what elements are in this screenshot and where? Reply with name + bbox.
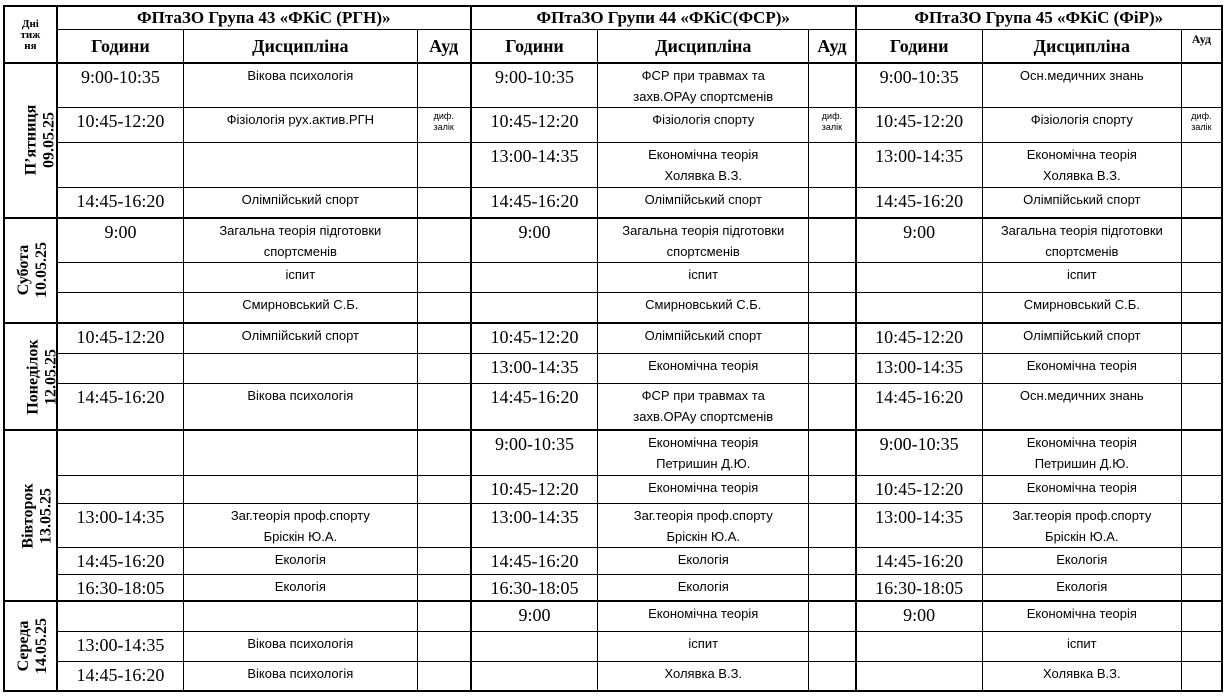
room-cell-g45 xyxy=(1181,475,1222,503)
time-cell-g44: 10:45-12:20 xyxy=(471,108,598,143)
room-cell-g44 xyxy=(809,383,856,430)
aud-header-g45: Ауд xyxy=(1181,30,1222,64)
discipline-cell-g45: Смирновський С.Б. xyxy=(982,292,1181,323)
discipline-cell-g45: Екологія xyxy=(982,547,1181,574)
time-cell-g44 xyxy=(471,631,598,661)
discipline-cell-g45: Холявка В.З. xyxy=(982,661,1181,691)
discipline-cell-g44: Економічна теорія xyxy=(598,475,809,503)
time-cell-g43: 10:45-12:20 xyxy=(57,323,184,353)
time-cell-g44: 10:45-12:20 xyxy=(471,323,598,353)
room-cell-g45 xyxy=(1181,218,1222,263)
time-cell-g43 xyxy=(57,475,184,503)
discipline-cell-g43: Олімпійський спорт xyxy=(184,323,417,353)
discipline-cell-g43: Екологія xyxy=(184,574,417,601)
discipline-cell-g45: іспит xyxy=(982,631,1181,661)
schedule-row xyxy=(4,188,1222,218)
day-label-cell xyxy=(4,601,57,691)
schedule-row xyxy=(4,547,1222,574)
discipline-cell-g43: Вікова психологія xyxy=(184,631,417,661)
schedule-row xyxy=(4,323,1222,353)
schedule-row xyxy=(4,218,1222,263)
room-cell-g45 xyxy=(1181,430,1222,475)
time-cell-g45: 10:45-12:20 xyxy=(856,475,983,503)
day-label-cell xyxy=(4,430,57,601)
discipline-cell-g43 xyxy=(184,143,417,188)
discipline-cell-g45: Економічна теорія Петришин Д.Ю. xyxy=(982,430,1181,475)
time-cell-g45: 14:45-16:20 xyxy=(856,188,983,218)
discipline-cell-g45: Економічна теорія xyxy=(982,475,1181,503)
hours-header-g43: Години xyxy=(57,30,184,64)
time-cell-g45 xyxy=(856,661,983,691)
room-cell-g44 xyxy=(809,430,856,475)
time-cell-g45: 10:45-12:20 xyxy=(856,323,983,353)
day-label-cell xyxy=(4,323,60,430)
discipline-cell-g45: Фізіологія спорту xyxy=(982,108,1181,143)
discipline-cell-g44: іспит xyxy=(598,631,809,661)
discipline-header-g43: Дисципліна xyxy=(184,30,417,64)
discipline-header-g44: Дисципліна xyxy=(598,30,809,64)
room-cell-g44 xyxy=(809,601,856,631)
time-cell-g44: 14:45-16:20 xyxy=(471,547,598,574)
time-cell-g45: 9:00-10:35 xyxy=(856,63,983,108)
time-cell-g43: 13:00-14:35 xyxy=(57,503,184,547)
time-cell-g45: 13:00-14:35 xyxy=(856,353,983,383)
time-cell-g43 xyxy=(57,353,184,383)
discipline-cell-g44: Економічна теорія Холявка В.З. xyxy=(598,143,809,188)
time-cell-g43: 10:45-12:20 xyxy=(57,108,184,143)
discipline-cell-g43: Олімпійський спорт xyxy=(184,188,417,218)
time-cell-g44: 13:00-14:35 xyxy=(471,353,598,383)
schedule-row xyxy=(4,292,1222,323)
time-cell-g43 xyxy=(57,143,184,188)
time-cell-g43: 14:45-16:20 xyxy=(57,547,184,574)
discipline-cell-g43 xyxy=(184,430,417,475)
room-cell-g44: диф. залік xyxy=(809,108,856,143)
discipline-cell-g43: Смирновський С.Б. xyxy=(184,292,417,323)
discipline-cell-g43 xyxy=(184,353,417,383)
discipline-cell-g45: Економічна теорія xyxy=(982,353,1181,383)
discipline-cell-g44: Загальна теорія підготовки спортсменів xyxy=(598,218,809,263)
hours-header-g45: Години xyxy=(856,30,983,64)
schedule-row xyxy=(4,262,1222,292)
time-cell-g44: 13:00-14:35 xyxy=(471,143,598,188)
room-cell-g45 xyxy=(1181,143,1222,188)
room-cell-g45: диф. залік xyxy=(1181,108,1222,143)
room-cell-g43 xyxy=(417,188,471,218)
room-cell-g45 xyxy=(1181,631,1222,661)
room-cell-g45 xyxy=(1181,63,1222,108)
group-45-title: ФПтаЗО Група 45 «ФКіС (ФіР)» xyxy=(856,6,1223,30)
time-cell-g45: 14:45-16:20 xyxy=(856,383,983,430)
schedule-row xyxy=(4,108,1222,143)
group-44-title: ФПтаЗО Групи 44 «ФКіС(ФСР)» xyxy=(471,6,856,30)
room-cell-g43 xyxy=(417,292,471,323)
room-cell-g43 xyxy=(417,430,471,475)
aud-header-g43: Ауд xyxy=(417,30,471,64)
schedule-row xyxy=(4,503,1222,547)
discipline-cell-g45: Олімпійський спорт xyxy=(982,188,1181,218)
group-43-title: ФПтаЗО Група 43 «ФКіС (РГН)» xyxy=(57,6,471,30)
room-cell-g43 xyxy=(417,547,471,574)
room-cell-g43 xyxy=(417,631,471,661)
day-label: П’ятниця 09.05.25 xyxy=(22,104,58,176)
time-cell-g45: 9:00-10:35 xyxy=(856,430,983,475)
discipline-cell-g44: Економічна теорія Петришин Д.Ю. xyxy=(598,430,809,475)
schedule-table xyxy=(3,5,1223,692)
time-cell-g43: 9:00 xyxy=(57,218,184,263)
discipline-cell-g43: Фізіологія рух.актив.РГН xyxy=(184,108,417,143)
room-cell-g44 xyxy=(809,292,856,323)
time-cell-g43: 9:00-10:35 xyxy=(57,63,184,108)
day-label-cell xyxy=(4,63,57,218)
room-cell-g43: диф. залік xyxy=(417,108,471,143)
room-cell-g43 xyxy=(417,661,471,691)
schedule-row xyxy=(4,430,1222,475)
discipline-cell-g45: Екологія xyxy=(982,574,1181,601)
schedule-row xyxy=(4,143,1222,188)
discipline-header-g45: Дисципліна xyxy=(982,30,1181,64)
room-cell-g45 xyxy=(1181,262,1222,292)
discipline-cell-g45: Осн.медичних знань xyxy=(982,383,1181,430)
discipline-cell-g44: Екологія xyxy=(598,574,809,601)
time-cell-g45: 14:45-16:20 xyxy=(856,547,983,574)
time-cell-g44: 9:00-10:35 xyxy=(471,63,598,108)
time-cell-g44: 9:00-10:35 xyxy=(471,430,598,475)
discipline-cell-g44: Холявка В.З. xyxy=(598,661,809,691)
time-cell-g44 xyxy=(471,661,598,691)
room-cell-g45 xyxy=(1181,353,1222,383)
time-cell-g43: 13:00-14:35 xyxy=(57,631,184,661)
time-cell-g45: 9:00 xyxy=(856,601,983,631)
schedule-row xyxy=(4,574,1222,601)
time-cell-g43: 16:30-18:05 xyxy=(57,574,184,601)
room-cell-g43 xyxy=(417,475,471,503)
discipline-cell-g43: Загальна теорія підготовки спортсменів xyxy=(184,218,417,263)
time-cell-g45: 9:00 xyxy=(856,218,983,263)
room-cell-g43 xyxy=(417,601,471,631)
discipline-cell-g44: іспит xyxy=(598,262,809,292)
time-cell-g44: 10:45-12:20 xyxy=(471,475,598,503)
discipline-cell-g43 xyxy=(184,475,417,503)
day-label-cell xyxy=(4,218,57,324)
schedule-row xyxy=(4,631,1222,661)
discipline-cell-g45: іспит xyxy=(982,262,1181,292)
discipline-cell-g44: Фізіологія спорту xyxy=(598,108,809,143)
room-cell-g43 xyxy=(417,383,471,430)
room-cell-g44 xyxy=(809,323,856,353)
group-header-row xyxy=(4,6,1222,30)
day-label: Понеділок 12.05.25 xyxy=(24,338,60,415)
room-cell-g45 xyxy=(1181,574,1222,601)
room-cell-g44 xyxy=(809,503,856,547)
hours-header-g44: Години xyxy=(471,30,598,64)
room-cell-g43 xyxy=(417,262,471,292)
room-cell-g43 xyxy=(417,63,471,108)
discipline-cell-g44: Олімпійський спорт xyxy=(598,323,809,353)
discipline-cell-g44: ФСР при травмах та захв.ОРАу спортсменів xyxy=(598,383,809,430)
discipline-cell-g43: Вікова психологія xyxy=(184,383,417,430)
time-cell-g43 xyxy=(57,292,184,323)
schedule-row xyxy=(4,475,1222,503)
discipline-cell-g43: Екологія xyxy=(184,547,417,574)
schedule-row xyxy=(4,63,1222,108)
discipline-cell-g44: Смирновський С.Б. xyxy=(598,292,809,323)
time-cell-g43: 14:45-16:20 xyxy=(57,383,184,430)
room-cell-g43 xyxy=(417,218,471,263)
room-cell-g43 xyxy=(417,574,471,601)
time-cell-g45 xyxy=(856,262,983,292)
discipline-cell-g43: Вікова психологія xyxy=(184,661,417,691)
discipline-cell-g45: Осн.медичних знань xyxy=(982,63,1181,108)
aud-header-g44: Ауд xyxy=(809,30,856,64)
discipline-cell-g44: Олімпійський спорт xyxy=(598,188,809,218)
time-cell-g43 xyxy=(57,601,184,631)
discipline-cell-g45: Економічна теорія Холявка В.З. xyxy=(982,143,1181,188)
time-cell-g45: 10:45-12:20 xyxy=(856,108,983,143)
discipline-cell-g43: Заг.теорія проф.спорту Бріскін Ю.А. xyxy=(184,503,417,547)
room-cell-g45 xyxy=(1181,503,1222,547)
time-cell-g44 xyxy=(471,292,598,323)
schedule-row xyxy=(4,601,1222,631)
room-cell-g44 xyxy=(809,631,856,661)
time-cell-g43 xyxy=(57,430,184,475)
room-cell-g45 xyxy=(1181,323,1222,353)
discipline-cell-g43: Вікова психологія xyxy=(184,63,417,108)
discipline-cell-g44: ФСР при травмах та захв.ОРАу спортсменів xyxy=(598,63,809,108)
room-cell-g44 xyxy=(809,547,856,574)
discipline-cell-g43 xyxy=(184,601,417,631)
time-cell-g44: 9:00 xyxy=(471,601,598,631)
time-cell-g45: 16:30-18:05 xyxy=(856,574,983,601)
room-cell-g44 xyxy=(809,188,856,218)
time-cell-g44: 14:45-16:20 xyxy=(471,188,598,218)
time-cell-g45: 13:00-14:35 xyxy=(856,503,983,547)
room-cell-g44 xyxy=(809,353,856,383)
discipline-cell-g44: Заг.теорія проф.спорту Бріскін Ю.А. xyxy=(598,503,809,547)
time-cell-g44 xyxy=(471,262,598,292)
room-cell-g44 xyxy=(809,661,856,691)
time-cell-g44: 13:00-14:35 xyxy=(471,503,598,547)
discipline-cell-g45: Заг.теорія проф.спорту Бріскін Ю.А. xyxy=(982,503,1181,547)
room-cell-g44 xyxy=(809,63,856,108)
time-cell-g44: 14:45-16:20 xyxy=(471,383,598,430)
schedule-row xyxy=(4,353,1222,383)
time-cell-g43 xyxy=(57,262,184,292)
time-cell-g45: 13:00-14:35 xyxy=(856,143,983,188)
room-cell-g44 xyxy=(809,143,856,188)
discipline-cell-g44: Екологія xyxy=(598,547,809,574)
day-label: Середа 14.05.25 xyxy=(15,618,50,674)
discipline-cell-g43: іспит xyxy=(184,262,417,292)
day-column-header-label: Дні тиж ня xyxy=(20,18,41,52)
schedule-sheet xyxy=(3,5,1223,692)
room-cell-g43 xyxy=(417,503,471,547)
room-cell-g43 xyxy=(417,143,471,188)
day-label: Вівторок 13.05.25 xyxy=(19,482,55,549)
room-cell-g44 xyxy=(809,218,856,263)
schedule-row xyxy=(4,383,1222,430)
room-cell-g44 xyxy=(809,262,856,292)
room-cell-g45 xyxy=(1181,383,1222,430)
schedule-body xyxy=(4,63,1222,691)
time-cell-g45 xyxy=(856,292,983,323)
day-label: Субота 10.05.25 xyxy=(15,242,50,299)
discipline-cell-g45: Економічна теорія xyxy=(982,601,1181,631)
room-cell-g45 xyxy=(1181,188,1222,218)
room-cell-g43 xyxy=(417,323,471,353)
time-cell-g43: 14:45-16:20 xyxy=(57,188,184,218)
room-cell-g44 xyxy=(809,475,856,503)
discipline-cell-g45: Олімпійський спорт xyxy=(982,323,1181,353)
schedule-row xyxy=(4,661,1222,691)
room-cell-g44 xyxy=(809,574,856,601)
room-cell-g43 xyxy=(417,353,471,383)
room-cell-g45 xyxy=(1181,547,1222,574)
column-header-row xyxy=(4,30,1222,64)
discipline-cell-g44: Економічна теорія xyxy=(598,601,809,631)
discipline-cell-g44: Економічна теорія xyxy=(598,353,809,383)
time-cell-g45 xyxy=(856,631,983,661)
room-cell-g45 xyxy=(1181,661,1222,691)
room-cell-g45 xyxy=(1181,292,1222,323)
day-column-header xyxy=(4,6,57,63)
time-cell-g44: 9:00 xyxy=(471,218,598,263)
time-cell-g44: 16:30-18:05 xyxy=(471,574,598,601)
room-cell-g45 xyxy=(1181,601,1222,631)
time-cell-g43: 14:45-16:20 xyxy=(57,661,184,691)
discipline-cell-g45: Загальна теорія підготовки спортсменів xyxy=(982,218,1181,263)
